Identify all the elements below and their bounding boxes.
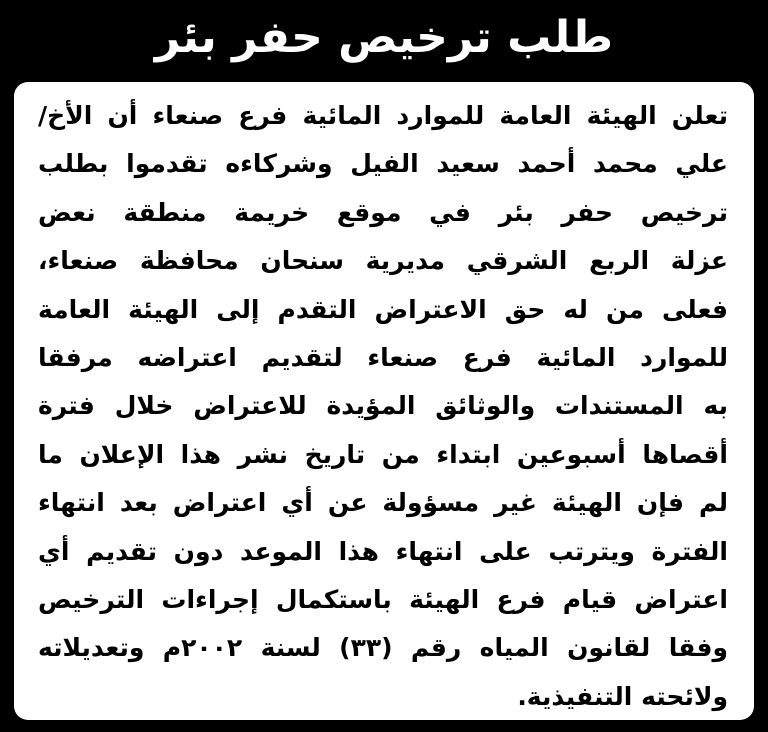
notice-line: للموارد المائية فرع صنعاء لتقديم اعتراضه مرفقا	[38, 342, 728, 372]
notice-line: عزلة الربع الشرقي مديرية سنحان محافظة صنعاء،	[38, 246, 728, 276]
notice-line: وفقا لقانون المياه رقم (٣٣) لسنة ٢٠٠٢م وتعديلاته	[38, 633, 728, 663]
notice-line: ترخيص حفر بئر في موقع خريمة منطقة نعض	[38, 197, 728, 227]
notice-line: علي محمد أحمد سعيد الفيل وشركاءه تقدموا بطلب	[38, 149, 728, 179]
notice-line: اعتراض قيام فرع الهيئة باستكمال إجراءات الترخيص	[38, 584, 728, 614]
notice-title: طلب ترخيص حفر بئر	[154, 12, 614, 63]
notice-header	[0, 0, 768, 82]
notice-line: به المستندات والوثائق المؤيدة للاعتراض خلال فترة	[38, 391, 728, 421]
notice-line: تعلن الهيئة العامة للموارد المائية فرع صنعاء أن الأخ/	[38, 101, 728, 130]
notice-line: لم فإن الهيئة غير مسؤولة عن أي اعتراض بعد انتهاء	[38, 488, 728, 518]
notice-line: ولائحته التنفيذية.	[517, 681, 728, 711]
notice-line: الفترة ويترتب على انتهاء هذا الموعد دون تقديم أي	[38, 536, 728, 566]
notice-line: أقصاها أسبوعين ابتداء من تاريخ نشر هذا الإعلان ما	[38, 439, 728, 469]
notice-body	[14, 82, 754, 720]
notice-line: فعلى من له حق الاعتراض التقدم إلى الهيئة العامة	[38, 294, 728, 324]
